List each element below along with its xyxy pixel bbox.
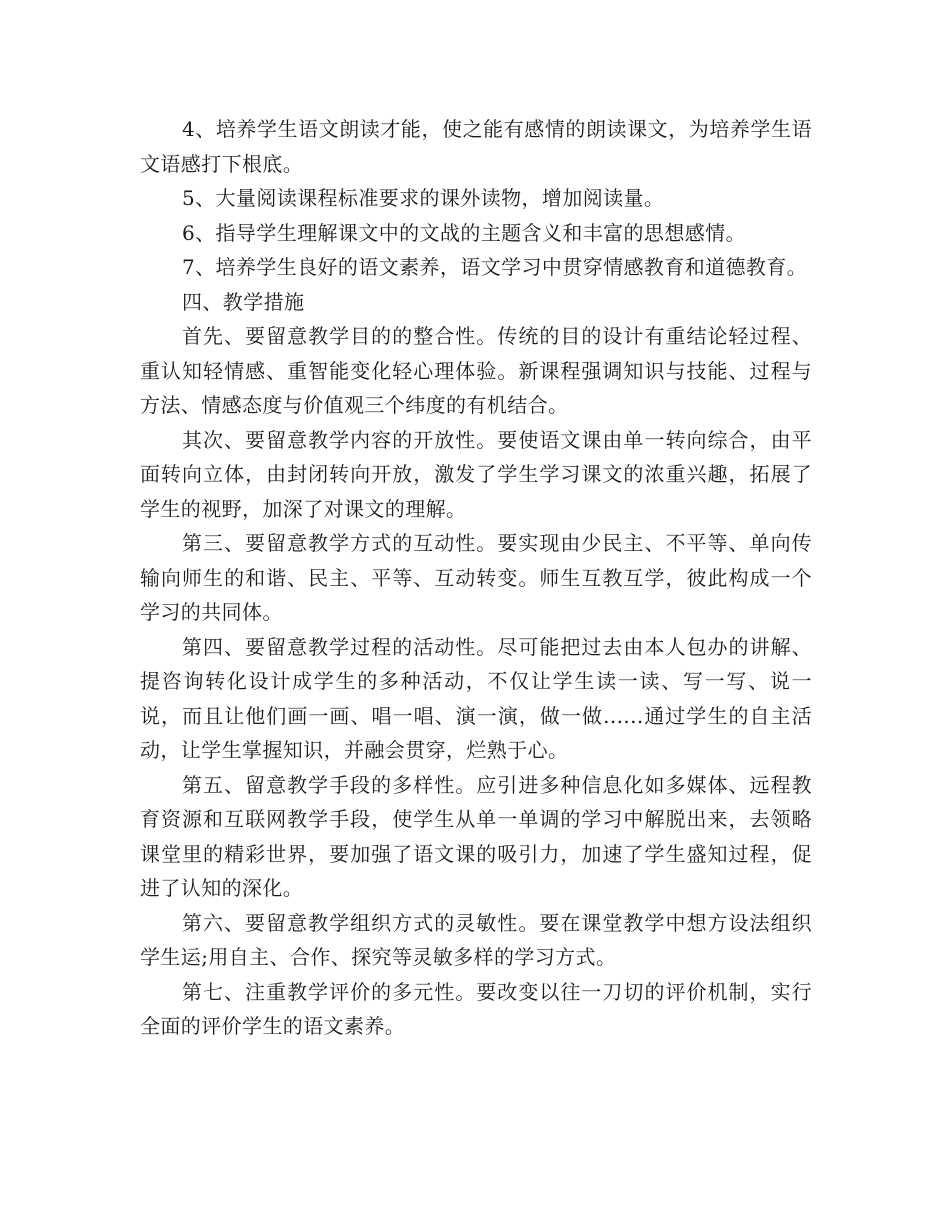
- paragraph-goal-7: 7、培养学生良好的语文素养，语文学习中贯穿情感教育和道德教育。: [182, 255, 808, 279]
- paragraph-goal-4: 4、培养学生语文朗读才能，使之能有感情的朗读课文，为培养学生语文语感打下根底。: [140, 117, 812, 176]
- paragraph-goal-5: 5、大量阅读课程标准要求的课外读物，增加阅读量。: [182, 186, 665, 210]
- paragraph-measure-fourth: 第四、要留意教学过程的活动性。尽可能把过去由本人包办的讲解、提咨询转化设计成学生的多种活动，不仅让学生读一读、写一写、说一说，而且让他们画一画、唱一唱、演一演，做一做......通过学生的自主活动，让学生掌握知识，并融会贯穿，烂熟于心。: [140, 634, 812, 762]
- paragraph-goal-6: 6、指导学生理解课文中的文战的主题含义和丰富的思想感情。: [182, 220, 746, 245]
- paragraph-measure-fifth: 第五、留意教学手段的多样性。应引进多种信息化如多媒体、远程教育资源和互联网教学手段，使学生从单一单调的学习中解脱出来，去领略课堂里的精彩世界，要加强了语文课的吸引力，加速了学生盛知过程，促进了认知的深化。: [140, 772, 812, 900]
- paragraph-measure-seventh: 第七、注重教学评价的多元性。要改变以往一刀切的评价机制，实行全面的评价学生的语文素养。: [140, 979, 812, 1038]
- paragraph-measure-third: 第三、要留意教学方式的互动性。要实现由少民主、不平等、单向传输向师生的和谐、民主、平等、互动转变。师生互教互学，彼此构成一个学习的共同体。: [140, 531, 812, 624]
- paragraph-measure-second: 其次、要留意教学内容的开放性。要使语文课由单一转向综合，由平面转向立体，由封闭转向开放，激发了学生学习课文的浓重兴趣，拓展了学生的视野，加深了对课文的理解。: [140, 427, 812, 521]
- paragraph-measure-first: 首先、要留意教学目的的整合性。传统的目的设计有重结论轻过程、重认知轻情感、重智能变化轻心理体验。新课程强调知识与技能、过程与方法、情感态度与价值观三个纬度的有机结合。: [140, 324, 812, 417]
- section-heading-teaching-measures: 四、教学措施: [182, 289, 305, 314]
- document-body: [140, 112, 812, 1044]
- paragraph-measure-sixth: 第六、要留意教学组织方式的灵敏性。要在课堂教学中想方设法组织学生运;用自主、合作、探究等灵敏多样的学习方式。: [140, 910, 812, 969]
